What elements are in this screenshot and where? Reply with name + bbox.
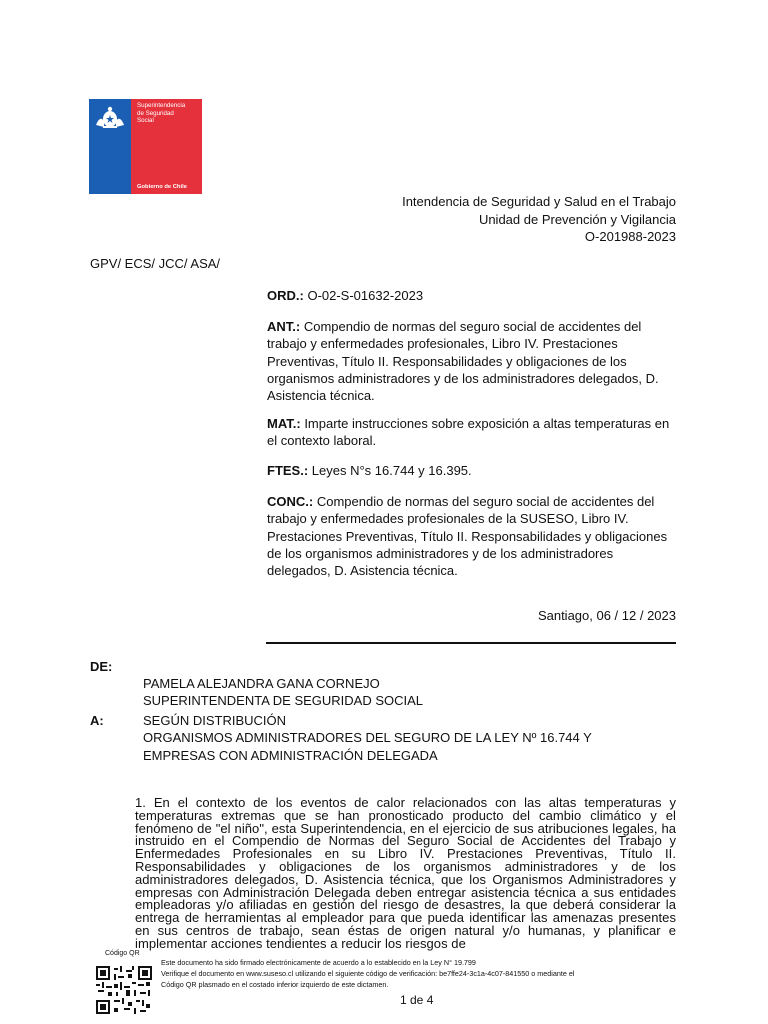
sender	[143, 675, 423, 710]
signature-notice	[161, 958, 691, 990]
ant-text: Compendio de normas del seguro social de accidentes del trabajo y enfermedades profesionales, Libro IV. Prestaciones Preventivas, Título II. Responsabilidades y obligaciones de los organismos administradores y de los administradores delegados, D. Asistencia técnica.	[267, 319, 659, 404]
office-header	[402, 193, 676, 246]
sender-name: PAMELA ALEJANDRA GANA CORNEJO	[143, 676, 380, 691]
conc-label: CONC.:	[267, 494, 314, 509]
mat-block	[267, 415, 677, 450]
header-line-3: O-201988-2023	[584, 229, 676, 244]
logo-line: Social	[137, 117, 154, 124]
ord-label: ORD.:	[267, 288, 304, 303]
logo-org-name	[137, 102, 199, 125]
recipient-line-3: EMPRESAS CON ADMINISTRACIÓN DELEGADA	[143, 747, 438, 763]
recipient-line-2: ORGANISMOS ADMINISTRADORES DEL SEGURO DE LA LEY Nº 16.744 Y	[143, 730, 592, 746]
conc-block	[267, 493, 677, 579]
suseso-logo	[89, 99, 202, 194]
document-date: Santiago, 06 / 12 / 2023	[537, 608, 676, 623]
de-label: DE:	[90, 659, 113, 674]
logo-line: de Seguridad	[137, 109, 174, 117]
footer-line-3: Código QR plasmado en el costado inferior izquierdo de este dictamen.	[161, 979, 389, 989]
logo-gov-text: Gobierno de Chile	[137, 184, 187, 190]
sender-title: SUPERINTENDENTA DE SEGURIDAD SOCIAL	[143, 693, 424, 709]
ant-block	[267, 318, 677, 404]
logo-line: Superintendencia	[137, 102, 186, 109]
qr-code-icon	[96, 966, 152, 1014]
qr-label: Código QR	[105, 950, 140, 957]
recipient-line-1: SEGÚN DISTRIBUCIÓN	[143, 713, 287, 728]
mat-text: Imparte instrucciones sobre exposición a altas temperaturas en el contexto laboral.	[267, 416, 670, 449]
header-line-1: Intendencia de Seguridad y Salud en el Trabajo	[402, 194, 676, 209]
recipients	[143, 712, 592, 764]
initials: GPV/ ECS/ JCC/ ASA/	[90, 256, 221, 271]
mat-label: MAT.:	[267, 416, 301, 431]
ftes-text: Leyes N°s 16.744 y 16.395.	[308, 463, 472, 478]
coat-of-arms-icon	[94, 105, 126, 131]
divider	[266, 642, 676, 644]
ftes-block	[267, 462, 677, 479]
ord-block	[267, 287, 677, 304]
header-line-2: Unidad de Prevención y Vigilancia	[478, 211, 676, 227]
ant-label: ANT.:	[267, 319, 301, 334]
page-number: 1 de 4	[400, 993, 434, 1007]
logo-blue-panel	[89, 99, 131, 194]
footer-line-2: Verifique el documento en www.suseso.cl utilizando el siguiente código de verificación: be7ffe24-3c1a-4c07-841550 o mediante el	[161, 968, 575, 978]
ftes-label: FTES.:	[267, 463, 309, 478]
footer-line-1: Este documento ha sido firmado electrónicamente de acuerdo a lo establecido en la Ley N° 19.799	[161, 958, 476, 967]
conc-text: Compendio de normas del seguro social de accidentes del trabajo y enfermedades profesionales de la SUSESO, Libro IV. Prestaciones Preventivas, Título II. Responsabilidades y obligaciones de los organismos administradores y de los administradores delegados, D. Asistencia técnica.	[267, 494, 668, 579]
body-paragraph: 1. En el contexto de los eventos de calor relacionados con las altas temperaturas y temperaturas extremas que se han pronosticado producto del cambio climático y el fenómeno de "el niño", esta Superintendencia, en el ejercicio de sus atribuciones legales, ha instruido en el Compendio de Normas del Seguro Social de Accidentes del Trabajo y Enfermedades Profesionales en su Libro IV. Prestaciones Preventivas, Título II. Responsabilidades y obligaciones de los organismos administradores y de los administradores delegados, D. Asistencia técnica, que los Organismos Administradores y empresas con Administración Delegada deben entregar asistencia técnica a sus entidades empleadoras y/o afiliadas en gestión del riesgo de desastres, la que deberá considerar la entrega de herramientas al empleador para que pueda identificar las amenazas presentes en sus centros de trabajo, sean éstas de origen natural y/o humanas, y planificar e implementar acciones tendientes a reducir los riesgos de	[135, 795, 676, 951]
ord-text: O-02-S-01632-2023	[303, 288, 424, 303]
a-label: A:	[90, 713, 104, 728]
